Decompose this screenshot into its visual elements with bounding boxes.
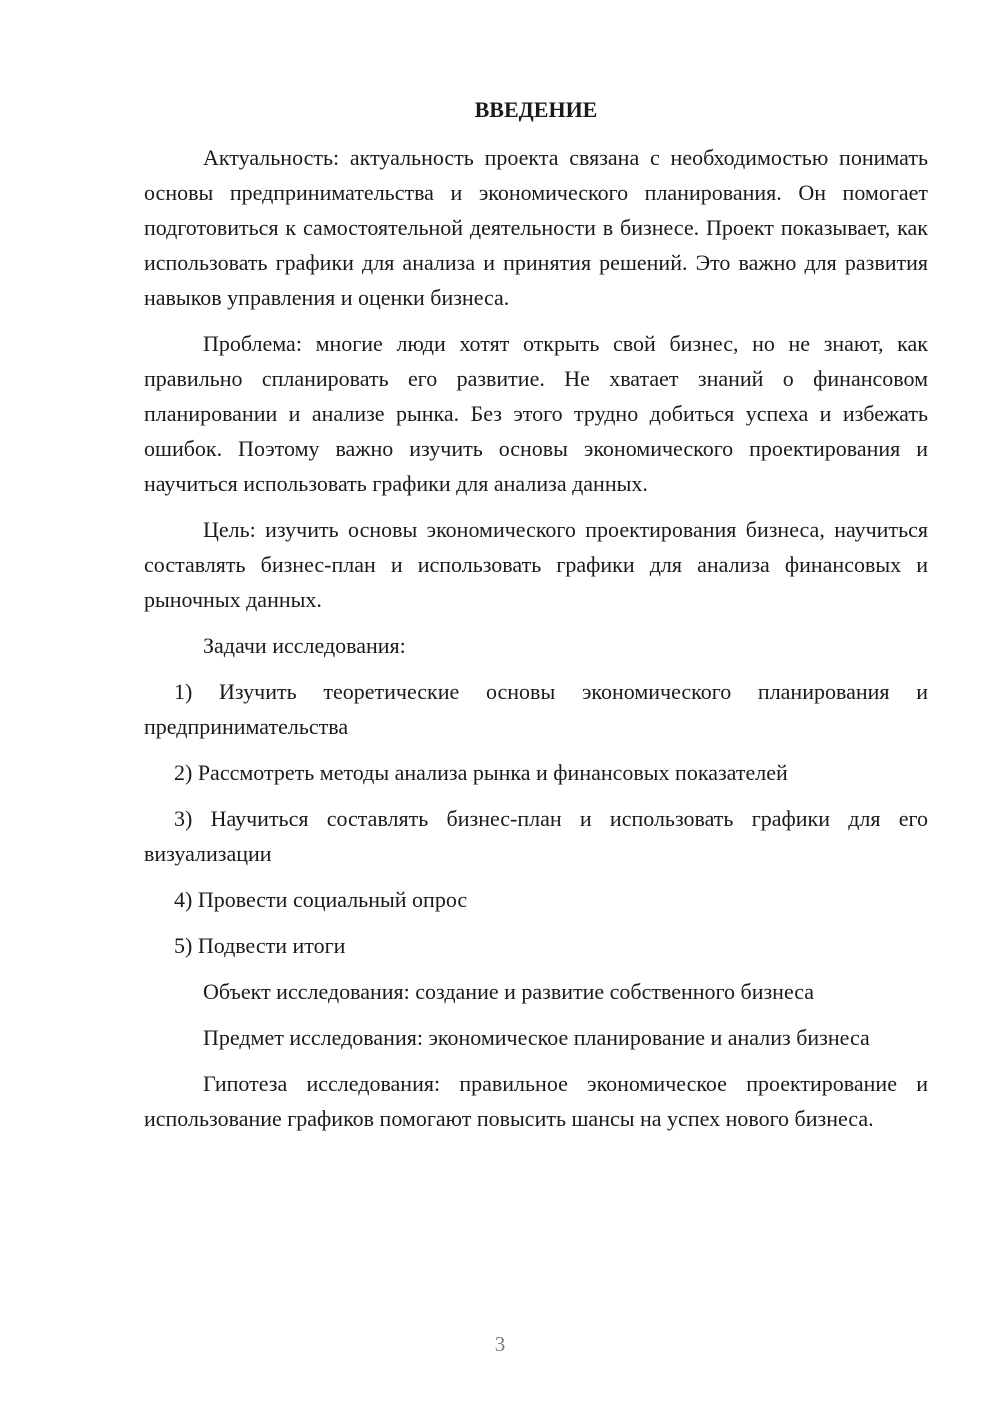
task-item-3: 3) Научиться составлять бизнес-план и использовать графики для его визуализации — [144, 806, 928, 866]
goal-paragraph: Цель: изучить основы экономического проектирования бизнеса, научиться составлять бизнес-план и использовать графики для анализа финансовых и рыночных данных. — [144, 517, 928, 612]
object-paragraph: Объект исследования: создание и развитие собственного бизнеса — [203, 979, 815, 1004]
task-item-1: 1) Изучить теоретические основы экономического планирования и предпринимательства — [144, 679, 928, 739]
problem-paragraph: Проблема: многие люди хотят открыть свой бизнес, но не знают, как правильно спланировать его развитие. Не хватает знаний о финансовом планировании и анализе рынка. Без этого трудно добиться успеха и избежать ошибок. Поэтому важно изучить основы экономического проектирования и научиться использовать графики для анализа данных. — [144, 331, 928, 496]
page-number: 3 — [494, 1332, 506, 1356]
section-heading: ВВЕДЕНИЕ — [474, 97, 598, 122]
relevance-paragraph: Актуальность: актуальность проекта связана с необходимостью понимать основы предпринимательства и экономического планирования. Он помогает подготовиться к самостоятельной деятельности в бизнесе. Проект показывает, как использовать графики для анализа и принятия решений. Это важно для развития навыков управления и оценки бизнеса. — [144, 145, 928, 310]
subject-paragraph: Предмет исследования: экономическое планирование и анализ бизнеса — [203, 1025, 870, 1050]
task-item-2: 2) Рассмотреть методы анализа рынка и финансовых показателей — [174, 760, 788, 785]
tasks-heading: Задачи исследования: — [203, 633, 406, 658]
document-page — [144, 90, 928, 1147]
task-item-5: 5) Подвести итоги — [174, 933, 346, 958]
task-item-4: 4) Провести социальный опрос — [174, 887, 468, 912]
hypothesis-paragraph: Гипотеза исследования: правильное экономическое проектирование и использование графиков помогают повысить шансы на успех нового бизнеса. — [144, 1071, 928, 1131]
